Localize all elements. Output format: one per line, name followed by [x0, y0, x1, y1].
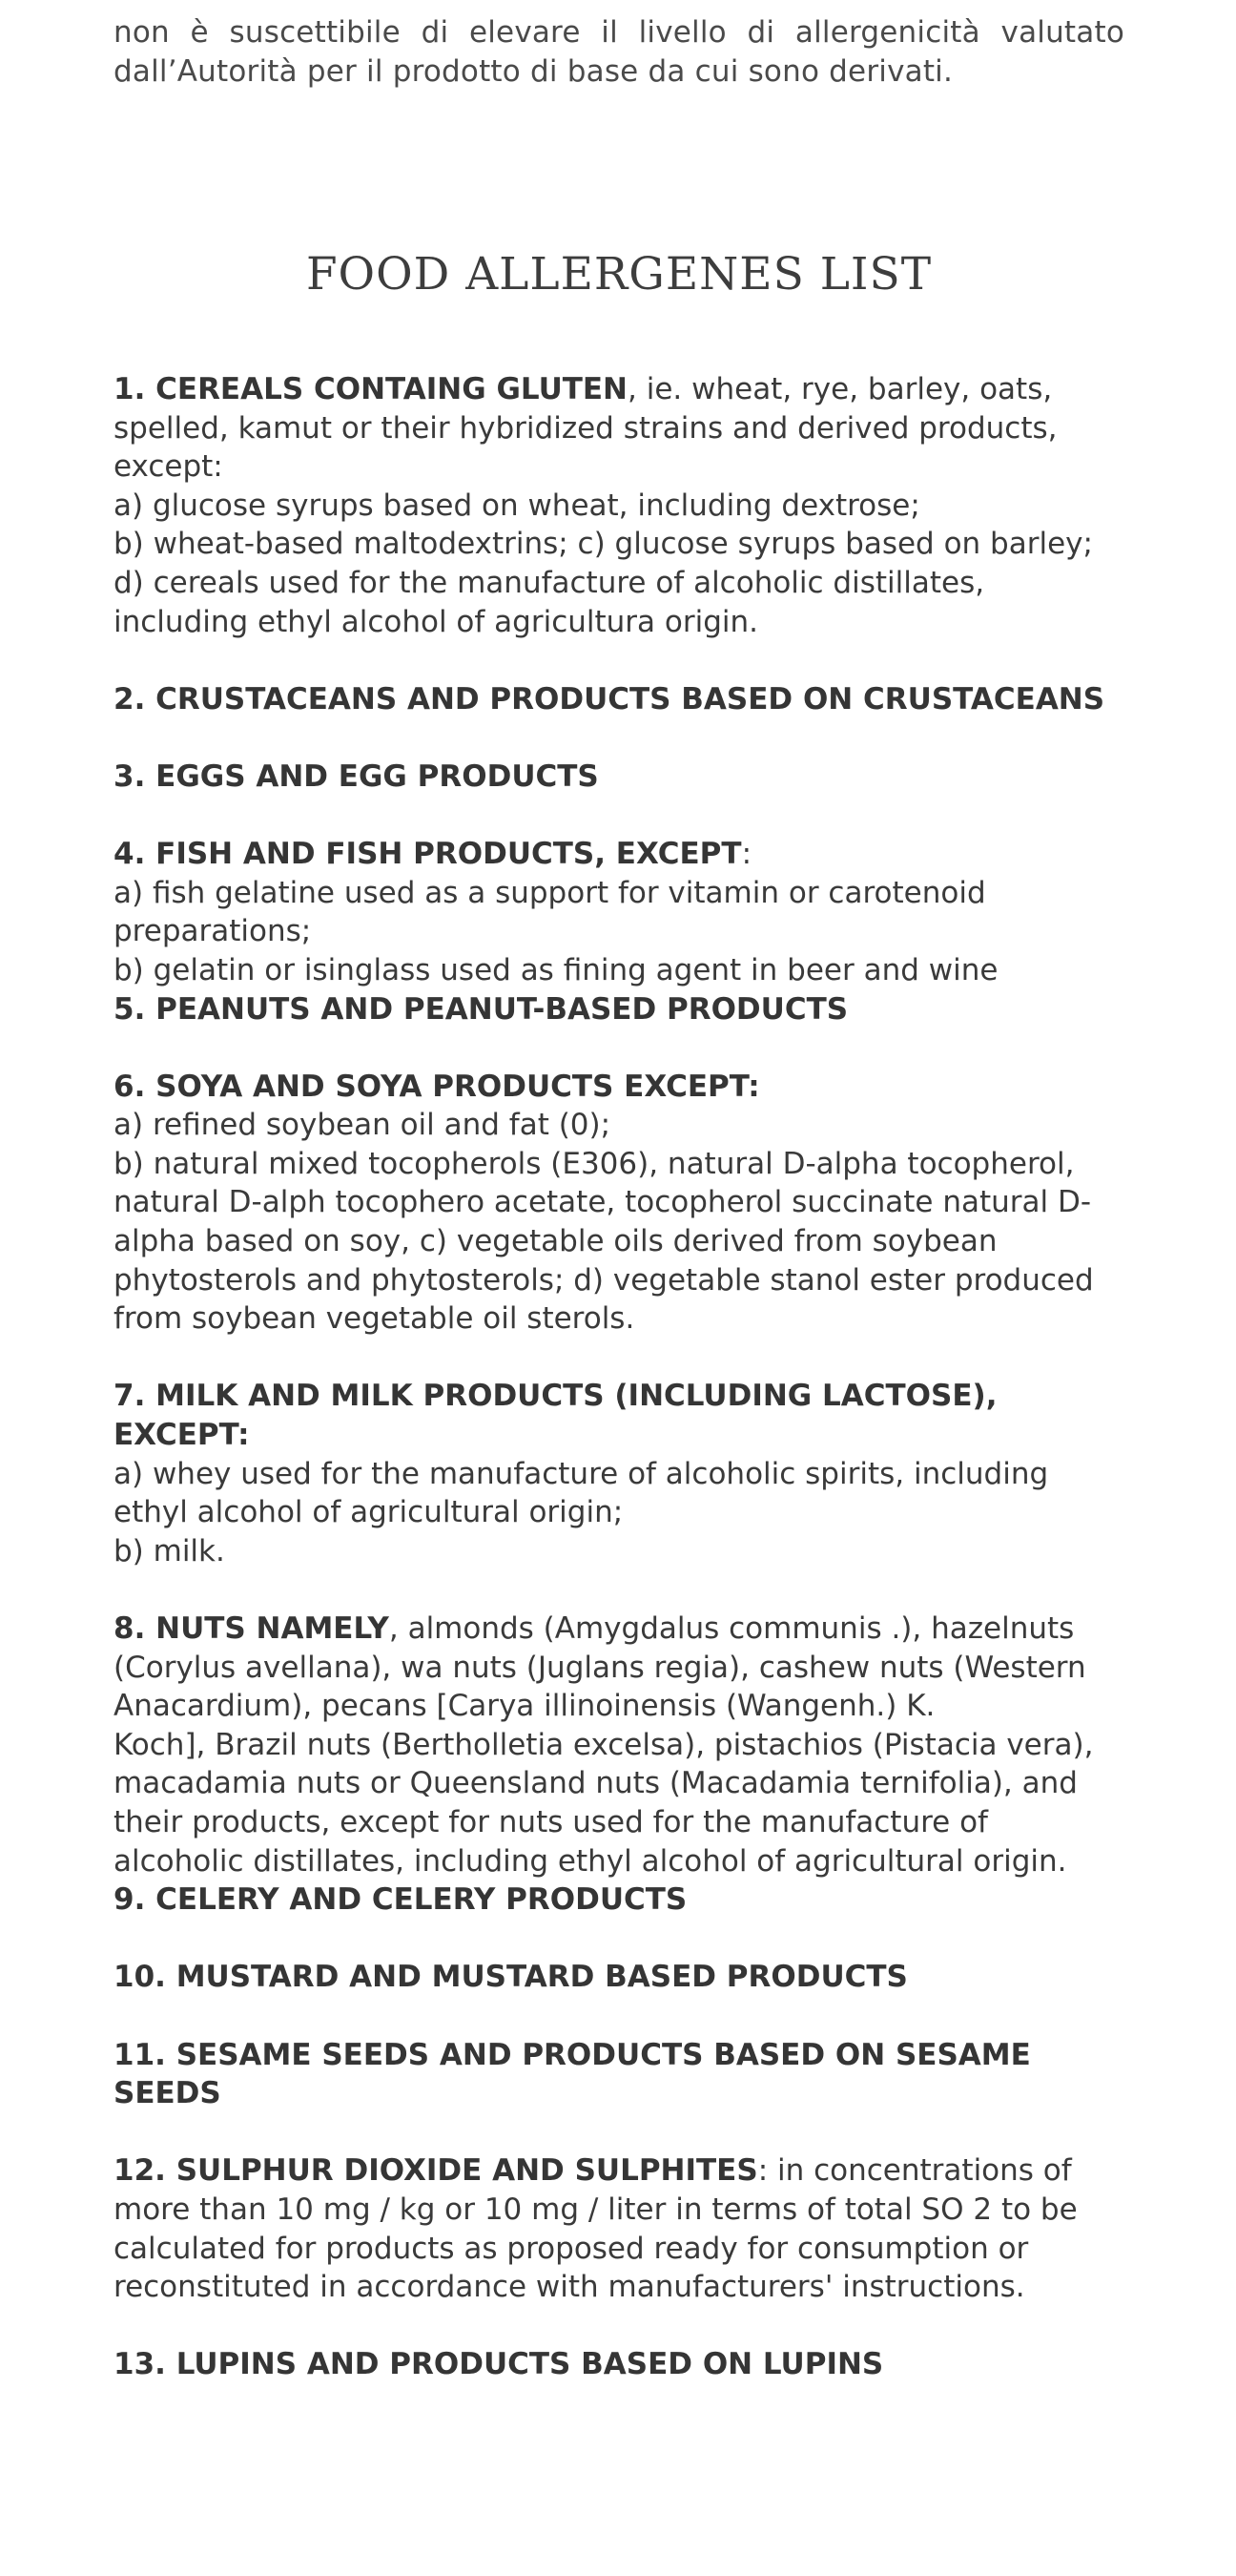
allergen-item-10	[113, 1958, 1124, 1997]
allergen-item-8	[113, 1610, 1124, 1880]
allergen-line: a) refined soybean oil and fat (0);	[113, 1108, 611, 1143]
intro-paragraph: non è suscettibile di elevare il livello di allergenicità valutato dall’Autorità per il prodotto di base da cui sono derivati.	[113, 15, 1124, 89]
allergen-line: a) fish gelatine used as a support for vitamin or carotenoid preparations;	[113, 875, 986, 949]
allergen-item-6	[113, 1068, 1124, 1339]
allergen-line: a) glucose syrups based on wheat, including dextrose;	[113, 488, 920, 523]
allergen-heading: 2. CRUSTACEANS AND PRODUCTS BASED ON CRUSTACEANS	[113, 681, 1105, 717]
allergen-lead: , ie. wheat, rye, barley, oats, spelled, kamut or their hybridized strains and derived products, except:	[113, 372, 1058, 485]
allergen-line: b) natural mixed tocopherols (E306), natural D-alpha tocopherol, natural D-alph tocophero acetate, tocopherol succinate natural D-alpha based on soy, c) vegetable oils derived from soybean phytosterols and phytosterols; d) vegetable stanol ester produced from soybean vegetable oil sterols.	[113, 1146, 1094, 1337]
allergen-line: a) whey used for the manufacture of alcoholic spirits, including ethyl alcohol of agricultural origin;	[113, 1456, 1049, 1530]
document-page	[113, 0, 1124, 2382]
allergen-heading: 6. SOYA AND SOYA PRODUCTS EXCEPT:	[113, 1069, 760, 1104]
allergen-line: Koch], Brazil nuts (Bertholletia excelsa), pistachios (Pistacia vera), macadamia nuts or Queensland nuts (Macadamia ternifolia), and their products, except for nuts used for the manufacture of alcoholic distillates, including ethyl alcohol of agricultural origin.	[113, 1727, 1094, 1879]
allergen-item-5	[113, 990, 1124, 1029]
allergen-item-2	[113, 680, 1124, 719]
allergen-lead: : in concentrations of more than 10 mg / kg or 10 mg / liter in terms of total SO 2 to be calculated for products as proposed ready for consumption or reconstituted in accordance with manufacturers' instructions.	[113, 2153, 1078, 2305]
allergen-item-1	[113, 370, 1124, 641]
allergen-line: b) milk.	[113, 1533, 225, 1568]
page-title: FOOD ALLERGENES LIST	[305, 248, 933, 301]
allergen-item-7	[113, 1377, 1124, 1570]
allergen-heading: 3. EGGS AND EGG PRODUCTS	[113, 758, 599, 794]
allergen-item-13	[113, 2345, 1124, 2384]
allergen-heading: 7. MILK AND MILK PRODUCTS (INCLUDING LACTOSE), EXCEPT:	[113, 1379, 998, 1453]
allergen-line: b) wheat-based maltodextrins; c) glucose syrups based on barley;	[113, 527, 1093, 562]
allergen-heading: 5. PEANUTS AND PEANUT-BASED PRODUCTS	[113, 991, 849, 1027]
allergen-lead: :	[741, 837, 752, 872]
allergen-heading: 13. LUPINS AND PRODUCTS BASED ON LUPINS	[113, 2347, 884, 2382]
allergen-item-9	[113, 1880, 1124, 1920]
allergen-lead: , almonds (Amygdalus communis .), hazelnuts (Corylus avellana), wa nuts (Juglans regia), cashew nuts (Western Anacardium), pecans [Carya illinoinensis (Wangenh.) K.	[113, 1611, 1086, 1724]
allergen-item-11	[113, 2036, 1124, 2113]
allergen-heading: 8. NUTS NAMELY	[113, 1611, 389, 1646]
allergen-heading: 11. SESAME SEEDS AND PRODUCTS BASED ON SESAME SEEDS	[113, 2037, 1031, 2111]
allergen-heading: 10. MUSTARD AND MUSTARD BASED PRODUCTS	[113, 1960, 908, 1995]
allergen-item-3	[113, 758, 1124, 797]
allergen-heading: 12. SULPHUR DIOXIDE AND SULPHITES	[113, 2153, 758, 2189]
allergen-line: d) cereals used for the manufacture of alcoholic distillates, including ethyl alcohol of agricultura origin.	[113, 565, 985, 639]
allergen-heading: 1. CEREALS CONTAING GLUTEN	[113, 372, 628, 406]
allergen-heading: 4. FISH AND FISH PRODUCTS, EXCEPT	[113, 837, 742, 872]
allergen-line: b) gelatin or isinglass used as fining agent in beer and wine	[113, 952, 999, 987]
allergen-item-4	[113, 835, 1124, 989]
allergen-heading: 9. CELERY AND CELERY PRODUCTS	[113, 1882, 688, 1918]
allergen-list	[113, 370, 1124, 2384]
allergen-item-12	[113, 2151, 1124, 2306]
